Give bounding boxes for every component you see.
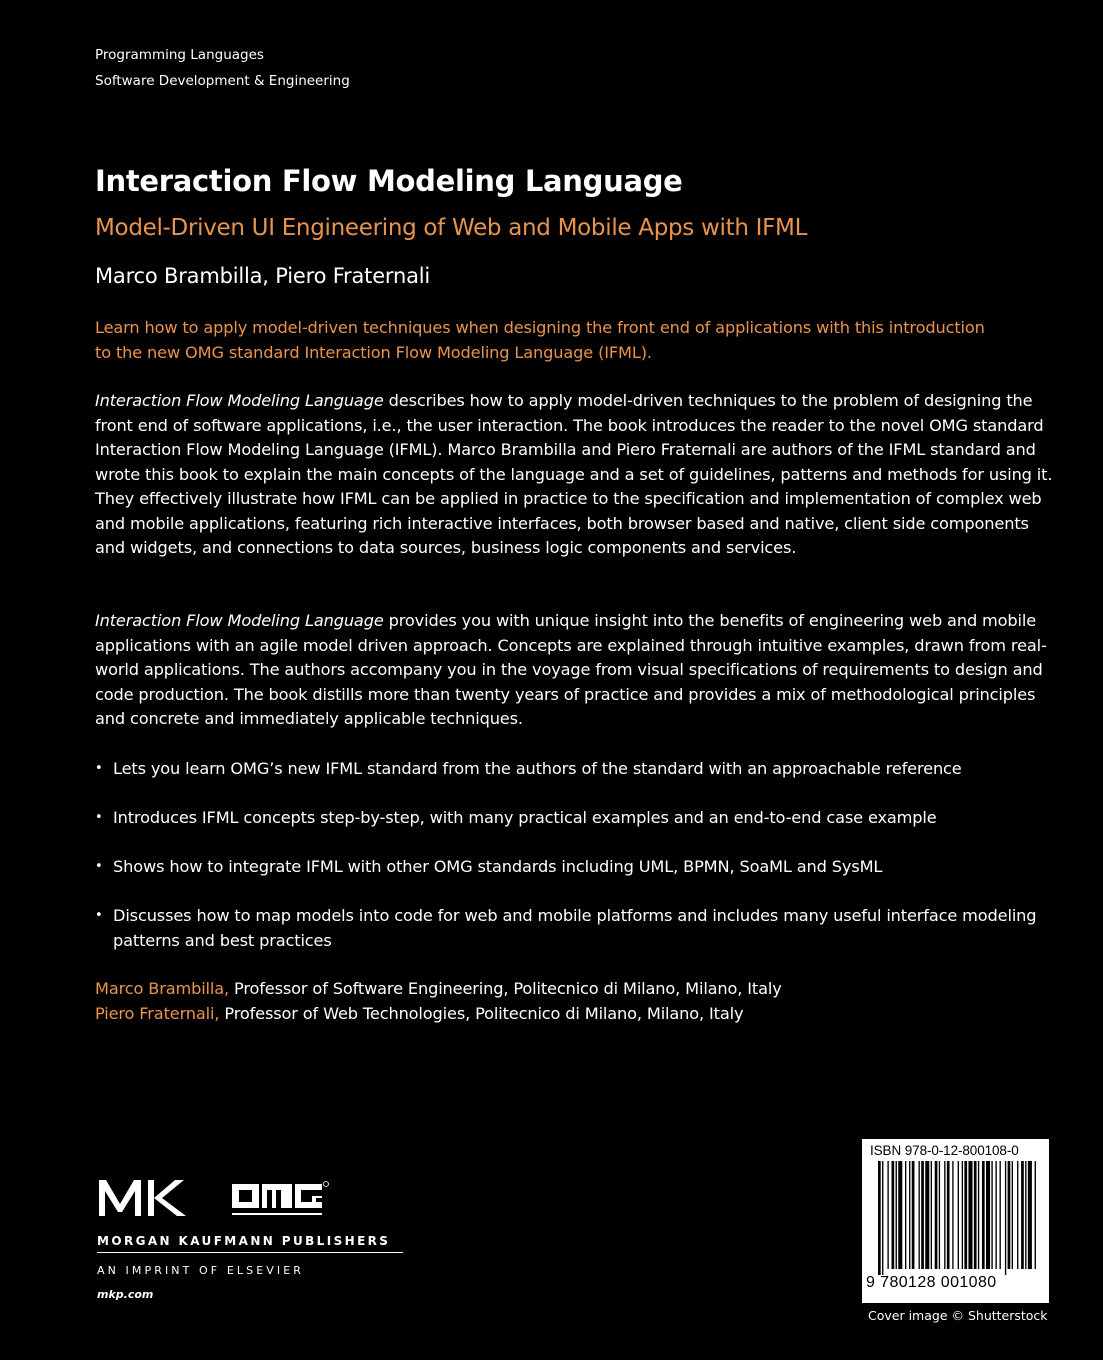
cover-image-credit: Cover image © Shutterstock [868,1308,1048,1323]
description-paragraph-2 [95,609,1060,732]
book-title: Interaction Flow Modeling Language [95,164,683,198]
author-bio-name: Piero Fraternali, [95,1003,220,1023]
book-title-emphasis: Interaction Flow Modeling Language [95,391,384,410]
author-bio [95,977,782,1002]
feature-text: Discusses how to map models into code for web and mobile platforms and includes many useful interface modeling patterns and best practices [113,906,1037,950]
lead-paragraph: Learn how to apply model-driven techniques when designing the front end of applications with this introduction to the new OMG standard Interaction Flow Modeling Language (IFML). [95,318,985,362]
category-list [95,42,350,94]
publisher-website: mkp.com [97,1288,154,1301]
author-bio [95,1002,782,1027]
feature-text: Introduces IFML concepts step-by-step, with many practical examples and an end-to-end case example [113,808,937,827]
bullet-marker: • [95,859,103,874]
feature-item [95,855,1060,880]
bullet-marker: • [95,761,103,776]
mk-logo [97,1178,197,1218]
author-bio-role: Professor of Software Engineering, Politecnico di Milano, Milano, Italy [229,979,782,998]
isbn-number: ISBN 978-0-12-800108-0 [870,1143,1019,1158]
barcode-digits: 9 780128 001080 [866,1274,997,1291]
barcode-bars [866,1161,1045,1275]
author-bio-role: Professor of Web Technologies, Politecnico di Milano, Milano, Italy [219,1003,744,1023]
book-authors: Marco Brambilla, Piero Fraternali [95,264,431,288]
feature-item [95,806,1060,831]
feature-text: Lets you learn OMG’s new IFML standard from the authors of the standard with an approachable reference [113,759,962,778]
author-bios [95,977,782,1026]
book-subtitle: Model-Driven UI Engineering of Web and Mobile Apps with IFML [95,215,808,241]
paragraph-text: describes how to apply model-driven techniques to the problem of designing the front end of software applications, i.e., the user interaction. The book introduces the reader to the novel OMG standard Interaction Flow Modeling Language (IFML). Marco Brambilla and Piero Fraternali are authors of the IFML standard and wrote this book to explain the main concepts of the language and a set of guidelines, patterns and methods for using it. They effectively illustrate how IFML can be applied in practice to the specification and implementation of complex web and mobile applications, featuring rich interactive interfaces, both browser based and native, client side components and widgets, and connections to data sources, business logic components and services. [95,391,1053,557]
omg-logo [230,1180,330,1222]
feature-list [95,757,1060,978]
isbn-barcode [862,1139,1049,1303]
feature-item [95,757,1060,782]
feature-item [95,904,1060,953]
category-item: Programming Languages [95,47,264,63]
book-title-emphasis: Interaction Flow Modeling Language [95,611,384,630]
publisher-imprint: AN IMPRINT OF ELSEVIER [97,1264,305,1277]
category-item: Software Development & Engineering [95,73,350,89]
publisher-divider [97,1252,403,1253]
author-bio-name: Marco Brambilla, [95,979,230,998]
description-paragraph-1 [95,389,1060,561]
publisher-name: MORGAN KAUFMANN PUBLISHERS [97,1234,391,1248]
bullet-marker: • [95,908,103,923]
paragraph-text: provides you with unique insight into the benefits of engineering web and mobile applications with an agile model driven approach. Concepts are explained through intuitive examples, drawn from real-world applications. The authors accompany you in the voyage from visual specifications of requirements to design and code production. The book distills more than twenty years of practice and provides a mix of methodological principles and concrete and immediately applicable techniques. [95,611,1047,728]
bullet-marker: • [95,810,103,825]
feature-text: Shows how to integrate IFML with other OMG standards including UML, BPMN, SoaML and SysML [113,857,883,876]
